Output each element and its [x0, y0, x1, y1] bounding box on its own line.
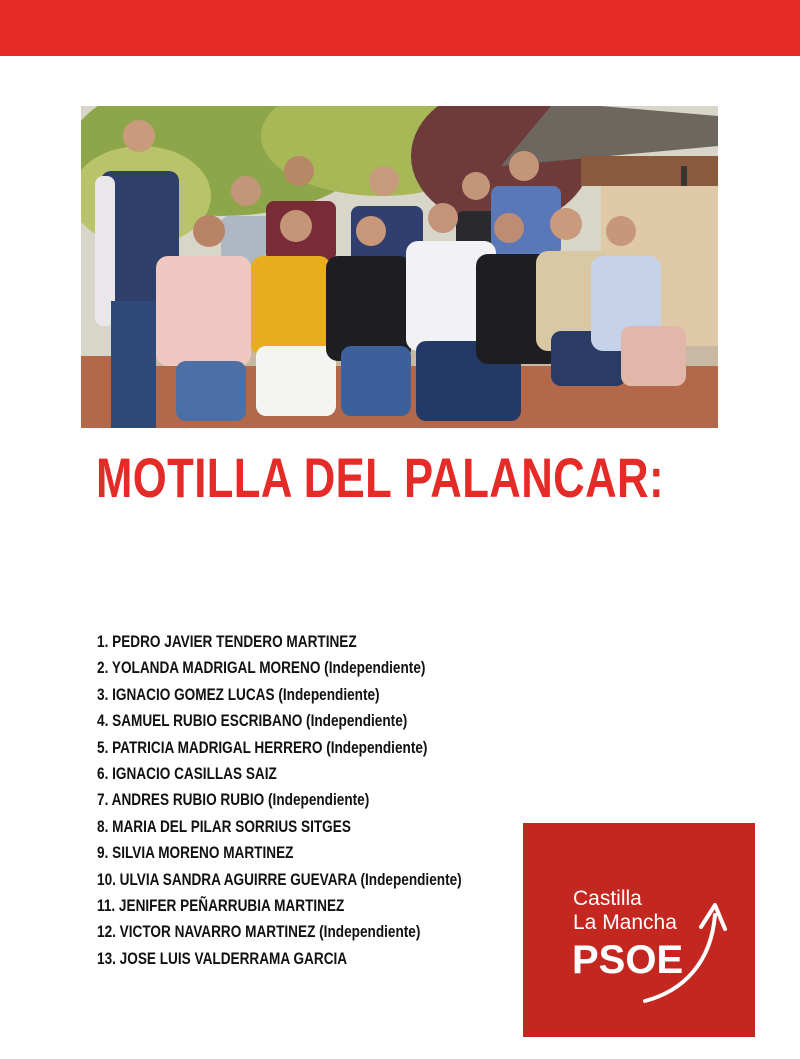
list-item: 5. PATRICIA MADRIGAL HERRERO (Independiente)	[97, 737, 428, 757]
group-photo	[81, 106, 718, 428]
group-photo-image	[81, 106, 718, 428]
psoe-logo	[523, 823, 755, 1037]
list-item: 2. YOLANDA MADRIGAL MORENO (Independiente)	[97, 658, 426, 678]
list-item: 7. ANDRES RUBIO RUBIO (Independiente)	[97, 790, 370, 810]
logo-line-psoe: PSOE	[572, 938, 684, 982]
list-item: 6. IGNACIO CASILLAS SAIZ	[97, 763, 277, 783]
list-item: 13. JOSE LUIS VALDERRAMA GARCIA	[97, 948, 348, 968]
top-banner	[0, 0, 800, 56]
upward-arrow-icon	[523, 823, 755, 1037]
logo-line-la-mancha: La Mancha	[573, 911, 677, 934]
list-item: 12. VICTOR NAVARRO MARTINEZ (Independiente)	[97, 922, 421, 942]
page-title: MOTILLA DEL PALANCAR:	[96, 446, 664, 509]
list-item: 8. MARIA DEL PILAR SORRIUS SITGES	[97, 816, 351, 836]
list-item: 1. PEDRO JAVIER TENDERO MARTINEZ	[97, 632, 357, 651]
list-item: 3. IGNACIO GOMEZ LUCAS (Independiente)	[97, 684, 380, 704]
list-item: 10. ULVIA SANDRA AGUIRRE GUEVARA (Independiente)	[97, 869, 462, 889]
logo-line-castilla: Castilla	[573, 887, 642, 910]
list-item: 4. SAMUEL RUBIO ESCRIBANO (Independiente)	[97, 711, 408, 731]
list-item: 11. JENIFER PEÑARRUBIA MARTINEZ	[97, 895, 345, 915]
list-item: 9. SILVIA MORENO MARTINEZ	[97, 843, 294, 863]
